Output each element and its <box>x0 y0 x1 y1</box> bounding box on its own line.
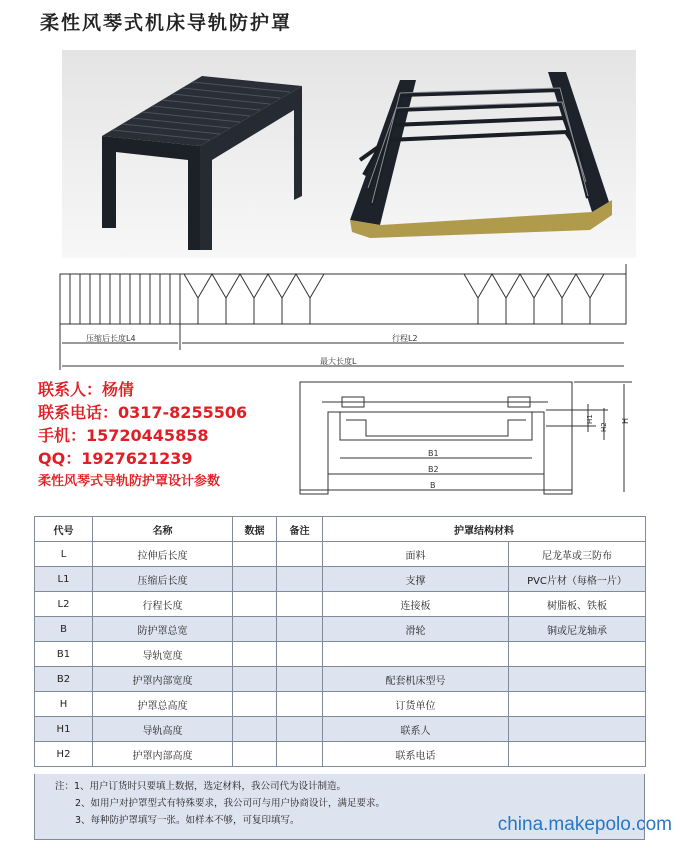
contact-person: 联系人：杨倩 <box>38 380 135 399</box>
table-row <box>35 567 646 592</box>
row-material-value[interactable] <box>509 742 646 767</box>
row-code: H <box>35 692 93 717</box>
side-profile-drawing <box>60 264 626 370</box>
header-note: 备注 <box>277 517 323 542</box>
row-material-value[interactable] <box>509 692 646 717</box>
row-data-cell[interactable] <box>233 667 277 692</box>
dim-label-h2: H2 <box>600 422 608 432</box>
row-data-cell[interactable] <box>233 742 277 767</box>
row-code: B2 <box>35 667 93 692</box>
row-code: B1 <box>35 642 93 667</box>
watermark: china.makepolo.com <box>497 814 672 835</box>
row-material-value: PVC片材（每格一片） <box>509 567 646 592</box>
row-name: 护罩总高度 <box>93 692 233 717</box>
row-material-item: 配套机床型号 <box>323 667 509 692</box>
row-name: 防护罩总宽 <box>93 617 233 642</box>
table-row <box>35 617 646 642</box>
product-photo-bridge-cover <box>102 76 302 250</box>
row-material-item: 订货单位 <box>323 692 509 717</box>
dim-label-l4: 压缩后长度L4 <box>86 334 136 343</box>
row-material-value <box>509 642 646 667</box>
note-line-1: 注：1、用户订货时只要填上数据，选定材料，我公司代为设计制造。 <box>55 781 347 792</box>
row-material-value[interactable] <box>509 667 646 692</box>
header-code: 代号 <box>35 517 93 542</box>
params-caption: 柔性风琴式导轨防护罩设计参数 <box>38 474 221 489</box>
row-material-item <box>323 642 509 667</box>
row-name: 护罩内部宽度 <box>93 667 233 692</box>
row-data-cell[interactable] <box>233 592 277 617</box>
row-name: 压缩后长度 <box>93 567 233 592</box>
product-photo-open-cover <box>350 72 612 238</box>
table-header-row <box>35 517 646 542</box>
row-note-cell[interactable] <box>277 667 323 692</box>
row-name: 护罩内部高度 <box>93 742 233 767</box>
dim-label-h1: H1 <box>586 414 594 424</box>
row-note-cell[interactable] <box>277 567 323 592</box>
row-data-cell[interactable] <box>233 567 277 592</box>
row-code: H1 <box>35 717 93 742</box>
dim-label-h: H <box>621 417 630 424</box>
row-code: L1 <box>35 567 93 592</box>
row-name: 导轨宽度 <box>93 642 233 667</box>
contact-qq: QQ：1927621239 <box>38 449 193 468</box>
row-material-value: 铜或尼龙轴承 <box>509 617 646 642</box>
row-material-item: 联系人 <box>323 717 509 742</box>
note-line-3: 3、每种防护罩填写一张。如样本不够，可复印填写。 <box>75 815 300 826</box>
spec-table-wrap <box>34 516 645 767</box>
dim-label-b2: B2 <box>428 465 439 474</box>
table-row <box>35 542 646 567</box>
row-note-cell[interactable] <box>277 542 323 567</box>
table-row <box>35 692 646 717</box>
row-note-cell[interactable] <box>277 717 323 742</box>
row-note-cell[interactable] <box>277 642 323 667</box>
row-material-value: 树脂板、铁板 <box>509 592 646 617</box>
row-code: B <box>35 617 93 642</box>
cross-section-drawing <box>300 382 632 494</box>
row-name: 拉伸后长度 <box>93 542 233 567</box>
row-note-cell[interactable] <box>277 592 323 617</box>
row-note-cell[interactable] <box>277 742 323 767</box>
table-row <box>35 592 646 617</box>
table-row <box>35 742 646 767</box>
row-material-item: 支撑 <box>323 567 509 592</box>
row-material-item: 滑轮 <box>323 617 509 642</box>
row-data-cell[interactable] <box>233 617 277 642</box>
spec-table <box>34 516 646 767</box>
row-code: L2 <box>35 592 93 617</box>
dim-label-l2: 行程L2 <box>392 334 418 343</box>
page-title: 柔性风琴式机床导轨防护罩 <box>40 12 293 34</box>
dim-label-l: 最大长度L <box>320 357 357 366</box>
row-material-item: 联系电话 <box>323 742 509 767</box>
contact-info <box>38 378 247 493</box>
header-material: 护罩结构材料 <box>323 517 646 542</box>
dim-label-b: B <box>430 481 436 490</box>
row-material-item: 连接板 <box>323 592 509 617</box>
header-data: 数据 <box>233 517 277 542</box>
row-material-item: 面料 <box>323 542 509 567</box>
table-row <box>35 717 646 742</box>
header-name: 名称 <box>93 517 233 542</box>
table-row <box>35 667 646 692</box>
row-material-value[interactable] <box>509 717 646 742</box>
row-code: L <box>35 542 93 567</box>
row-note-cell[interactable] <box>277 617 323 642</box>
row-data-cell[interactable] <box>233 692 277 717</box>
row-material-value: 尼龙革或三防布 <box>509 542 646 567</box>
table-row <box>35 642 646 667</box>
contact-mobile: 手机：15720445858 <box>38 426 209 445</box>
contact-phone: 联系电话：0317-8255506 <box>38 403 248 422</box>
row-code: H2 <box>35 742 93 767</box>
row-data-cell[interactable] <box>233 542 277 567</box>
note-line-2: 2、如用户对护罩型式有特殊要求，我公司可与用户协商设计，满足要求。 <box>75 798 386 809</box>
row-data-cell[interactable] <box>233 717 277 742</box>
row-note-cell[interactable] <box>277 692 323 717</box>
row-data-cell[interactable] <box>233 642 277 667</box>
dim-label-b1: B1 <box>428 449 439 458</box>
row-name: 行程长度 <box>93 592 233 617</box>
row-name: 导轨高度 <box>93 717 233 742</box>
